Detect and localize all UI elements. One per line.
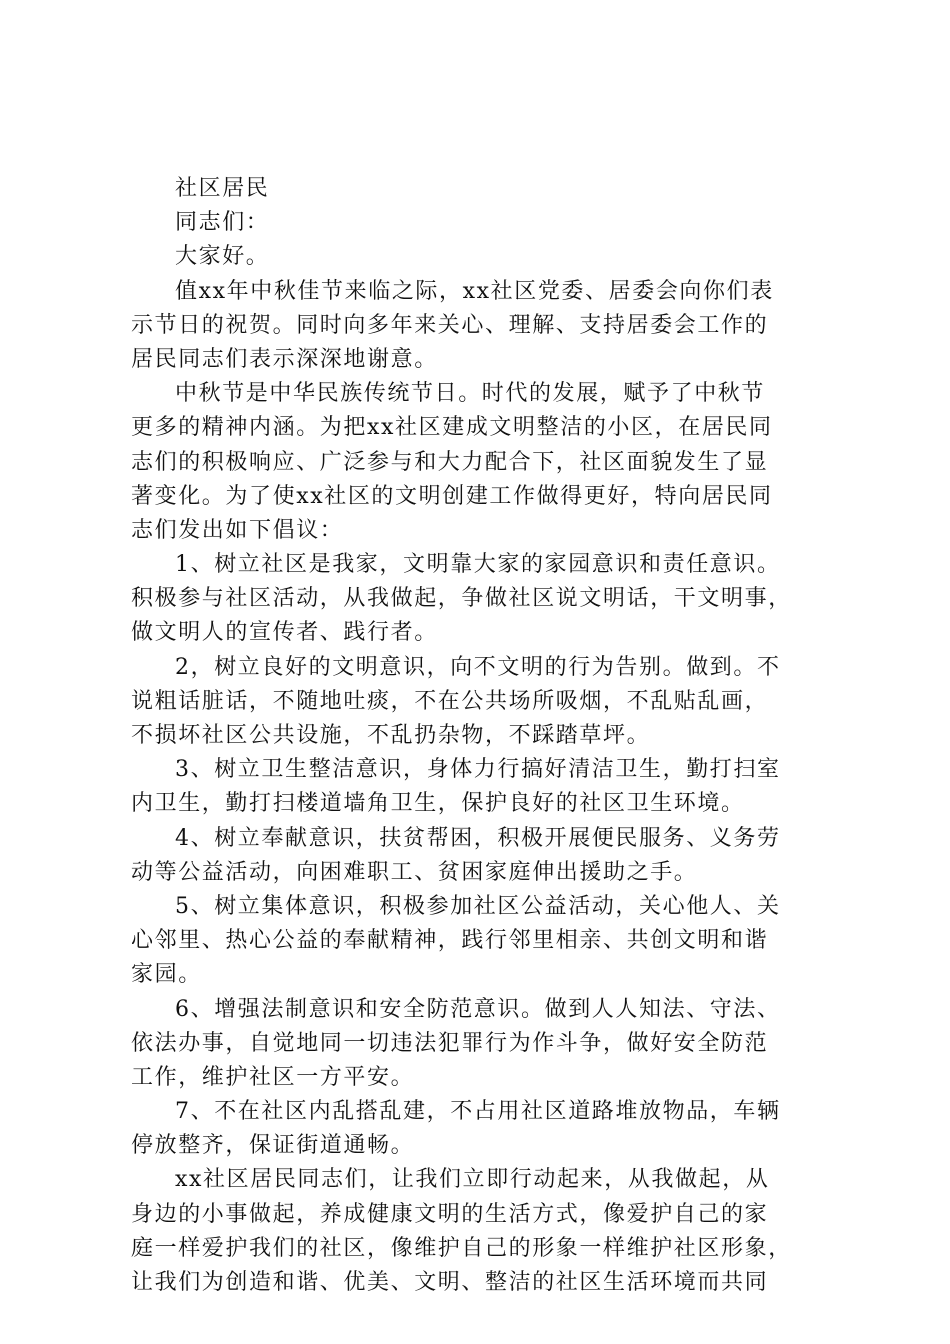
paragraph [131,651,831,754]
paragraph-line: 停放整齐，保证街道通畅。 [131,1133,415,1159]
salutation-line: 同志们： [175,210,270,236]
paragraph [131,377,831,548]
paragraph-line: 工作，维护社区一方平安。 [131,1064,415,1090]
paragraph-line: 1、树立社区是我家，文明靠大家的家园意识和责任意识。 [175,552,781,578]
paragraph-line: 7、不在社区内乱搭乱建，不占用社区道路堆放物品，车辆 [175,1099,781,1125]
paragraph-line: 积极参与社区活动，从我做起，争做社区说文明话，干文明事， [131,586,792,612]
paragraph-line: 志们发出如下倡议： [131,517,344,543]
paragraph-line: 居民同志们表示深深地谢意。 [131,346,438,372]
paragraph-line: 动等公益活动，向困难职工、贫困家庭伸出援助之手。 [131,859,698,885]
paragraph-line: 5、树立集体意识，积极参加社区公益活动，关心他人、关 [175,893,781,919]
paragraph [131,275,831,378]
paragraph-line: 让我们为创造和谐、优美、文明、整洁的社区生活环境而共同 [131,1270,769,1295]
paragraph-line: 不损坏社区公共设施，不乱扔杂物，不踩踏草坪。 [131,723,651,748]
paragraph-line: 著变化。为了使xx社区的文明创建工作做得更好，特向居民同 [131,483,773,509]
paragraph-line: 4、树立奉献意识，扶贫帮困，积极开展便民服务、义务劳 [175,825,781,851]
paragraph-line: 做文明人的宣传者、践行者。 [131,620,438,646]
paragraph-line: 身边的小事做起，养成健康文明的生活方式，像爱护自己的家 [131,1201,769,1227]
paragraph [131,753,831,821]
paragraph-line: 庭一样爱护我们的社区，像维护自己的形象一样维护社区形象， [131,1235,792,1261]
paragraph-line: 中秋节是中华民族传统节日。时代的发展，赋予了中秋节 [175,381,766,407]
paragraph-line: 依法办事，自觉地同一切违法犯罪行为作斗争，做好安全防范 [131,1030,769,1056]
paragraph-line: 心邻里、热心公益的奉献精神，践行邻里相亲、共创文明和谐 [131,928,769,954]
paragraph-line: 示节日的祝贺。同时向多年来关心、理解、支持居委会工作的 [131,312,769,338]
paragraph-line: 6、增强法制意识和安全防范意识。做到人人知法、守法、 [175,996,781,1022]
paragraph-line: xx社区居民同志们，让我们立即行动起来，从我做起，从 [175,1167,770,1193]
paragraph-line: 2，树立良好的文明意识，向不文明的行为告别。做到。不 [175,654,781,680]
paragraph [131,1163,831,1300]
paragraph [131,548,831,651]
document-body [131,172,831,1300]
paragraph [131,822,831,890]
paragraph-line: 内卫生，勤打扫楼道墙角卫生，保护良好的社区卫生环境。 [131,791,745,817]
paragraph [131,993,831,1096]
paragraph-line: 说粗话脏话，不随地吐痰，不在公共场所吸烟，不乱贴乱画， [131,688,769,714]
paragraph-line: 家园。 [131,962,202,988]
salutation-line: 社区居民 [175,176,270,201]
paragraph-line: 值xx年中秋佳节来临之际，xx社区党委、居委会向你们表 [175,278,774,304]
paragraph-line: 3、树立卫生整洁意识，身体力行搞好清洁卫生，勤打扫室 [175,757,781,783]
paragraph [131,1095,831,1163]
paragraph [131,890,831,993]
salutation-line: 大家好。 [175,244,270,270]
paragraph-line: 更多的精神内涵。为把xx社区建成文明整洁的小区，在居民同 [131,415,773,441]
paragraph-line: 志们的积极响应、广泛参与和大力配合下，社区面貌发生了显 [131,449,769,475]
